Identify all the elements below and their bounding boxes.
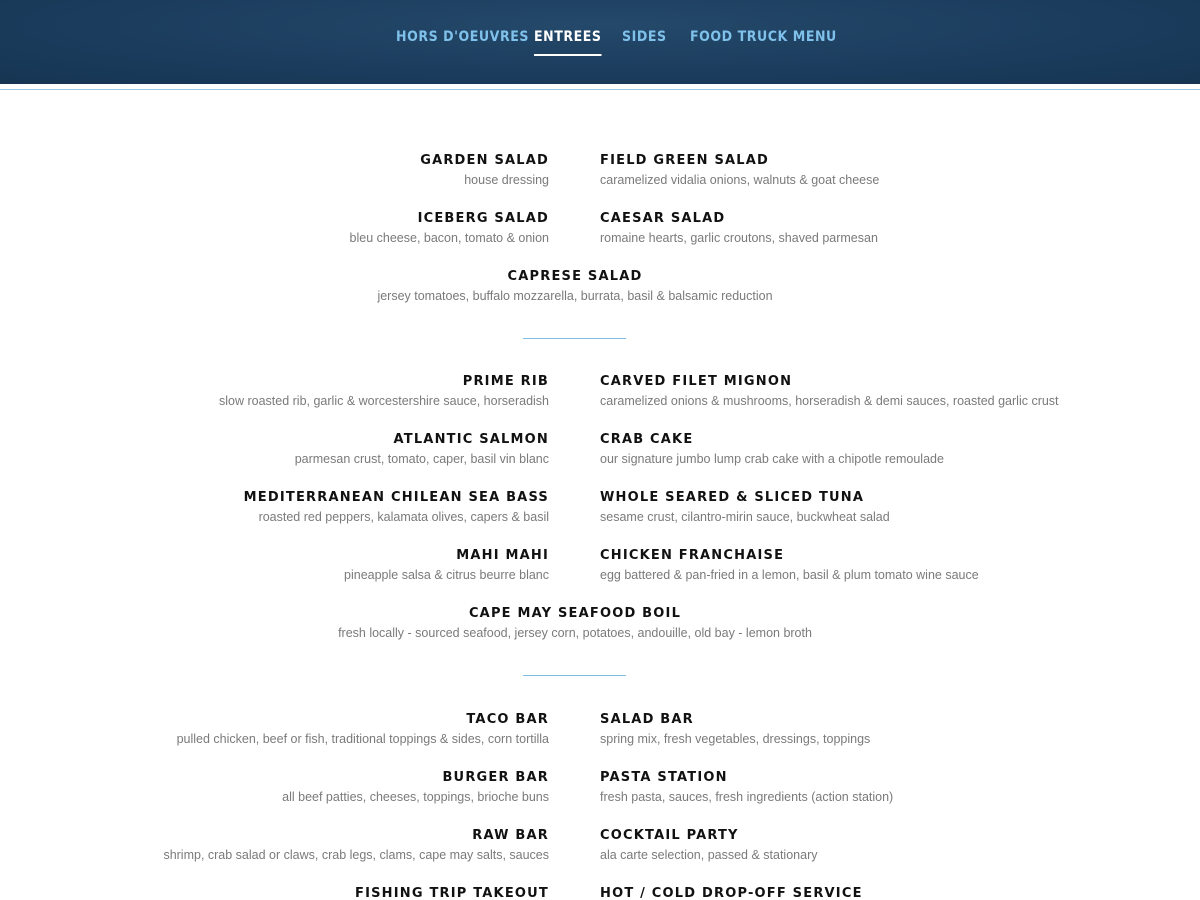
menu-item-name: ICEBERG SALAD [417,211,549,226]
menu-item-name: TACO BAR [466,712,549,727]
tab-hors-doeuvres[interactable]: HORS D'OEUVRES [396,29,529,45]
menu-item-chicken-franchaise [600,548,1100,582]
menu-item-desc: spring mix, fresh vegetables, dressings, toppings [600,732,871,746]
menu-item-desc: sesame crust, cilantro-mirin sauce, buckwheat salad [600,510,890,524]
menu-item-name: ATLANTIC SALMON [393,432,549,447]
menu-item-name: BURGER BAR [442,770,549,785]
menu-item-desc: romaine hearts, garlic croutons, shaved parmesan [600,231,878,245]
menu-item-desc: slow roasted rib, garlic & worcestershire sauce, horseradish [219,394,549,408]
header-rule [0,89,1200,90]
menu-item-seafood-boil [300,606,850,640]
menu-item-name: WHOLE SEARED & SLICED TUNA [600,490,865,505]
menu-item-crab-cake [600,432,1100,466]
menu-item-carved-filet-mignon [600,374,1100,408]
menu-item-pasta-station [600,770,1100,804]
menu-item-name: RAW BAR [472,828,549,843]
menu-item-desc: our signature jumbo lump crab cake with a chipotle remoulade [600,452,944,466]
menu-nav [0,26,1200,60]
menu-item-name: GARDEN SALAD [420,153,549,168]
menu-item-seared-tuna [600,490,1100,524]
menu-item-taco-bar [49,712,549,746]
menu-item-desc: fresh pasta, sauces, fresh ingredients (action station) [600,790,894,804]
menu-item-atlantic-salmon [49,432,549,466]
menu-item-name: MEDITERRANEAN CHILEAN SEA BASS [243,490,549,505]
menu-item-name: HOT / COLD DROP-OFF SERVICE [600,886,863,900]
section-divider [523,338,626,339]
menu-item-drop-off-service [600,886,1100,900]
menu-item-name: CRAB CAKE [600,432,694,447]
menu-item-cocktail-party [600,828,1100,862]
menu-item-desc: parmesan crust, tomato, caper, basil vin blanc [294,452,549,466]
menu-item-chilean-sea-bass [49,490,549,524]
menu-item-desc: caramelized vidalia onions, walnuts & goat cheese [600,173,880,187]
menu-item-name: SALAD BAR [600,712,694,727]
menu-item-prime-rib [49,374,549,408]
tab-sides[interactable]: SIDES [622,29,667,45]
menu-item-desc: all beef patties, cheeses, toppings, brioche buns [282,790,549,804]
menu-item-name: CAPRESE SALAD [507,269,643,284]
menu-item-raw-bar [49,828,549,862]
menu-item-desc: jersey tomatoes, buffalo mozzarella, burrata, basil & balsamic reduction [377,289,773,303]
menu-item-name: CAESAR SALAD [600,211,726,226]
menu-item-desc: fresh locally - sourced seafood, jersey corn, potatoes, andouille, old bay - lemon broth [338,626,812,640]
menu-item-desc: shrimp, crab salad or claws, crab legs, clams, cape may salts, sauces [163,848,549,862]
menu-item-fishing-trip-takeout [49,886,549,900]
menu-item-name: COCKTAIL PARTY [600,828,739,843]
menu-item-iceberg-salad [49,211,549,245]
menu-item-caesar-salad [600,211,1100,245]
menu-item-desc: roasted red peppers, kalamata olives, capers & basil [258,510,549,524]
tab-food-truck-menu[interactable]: FOOD TRUCK MENU [690,29,837,45]
menu-item-name: PRIME RIB [462,374,549,389]
menu-item-name: CARVED FILET MIGNON [600,374,793,389]
menu-item-burger-bar [49,770,549,804]
menu-item-caprese-salad [300,269,850,303]
menu-item-desc: pineapple salsa & citrus beurre blanc [344,568,549,582]
section-divider [523,675,626,676]
menu-item-salad-bar [600,712,1100,746]
active-tab-underline [534,54,602,56]
tab-entrees[interactable] [534,26,602,60]
menu-item-name: PASTA STATION [600,770,728,785]
menu-item-name: MAHI MAHI [456,548,549,563]
menu-item-desc: house dressing [464,173,549,187]
menu-item-field-green-salad [600,153,1100,187]
menu-item-name: CHICKEN FRANCHAISE [600,548,785,563]
menu-item-name: FIELD GREEN SALAD [600,153,770,168]
menu-item-desc: egg battered & pan-fried in a lemon, basil & plum tomato wine sauce [600,568,979,582]
menu-item-garden-salad [49,153,549,187]
menu-item-name: FISHING TRIP TAKEOUT [355,886,549,900]
menu-item-desc: pulled chicken, beef or fish, traditional toppings & sides, corn tortilla [176,732,549,746]
menu-item-desc: bleu cheese, bacon, tomato & onion [349,231,549,245]
menu-item-desc: ala carte selection, passed & stationary [600,848,818,862]
menu-item-name: CAPE MAY SEAFOOD BOIL [468,606,682,621]
menu-item-desc: caramelized onions & mushrooms, horseradish & demi sauces, roasted garlic crust [600,394,1059,408]
tab-entrees-label: ENTREES [534,29,602,45]
menu-item-mahi-mahi [49,548,549,582]
